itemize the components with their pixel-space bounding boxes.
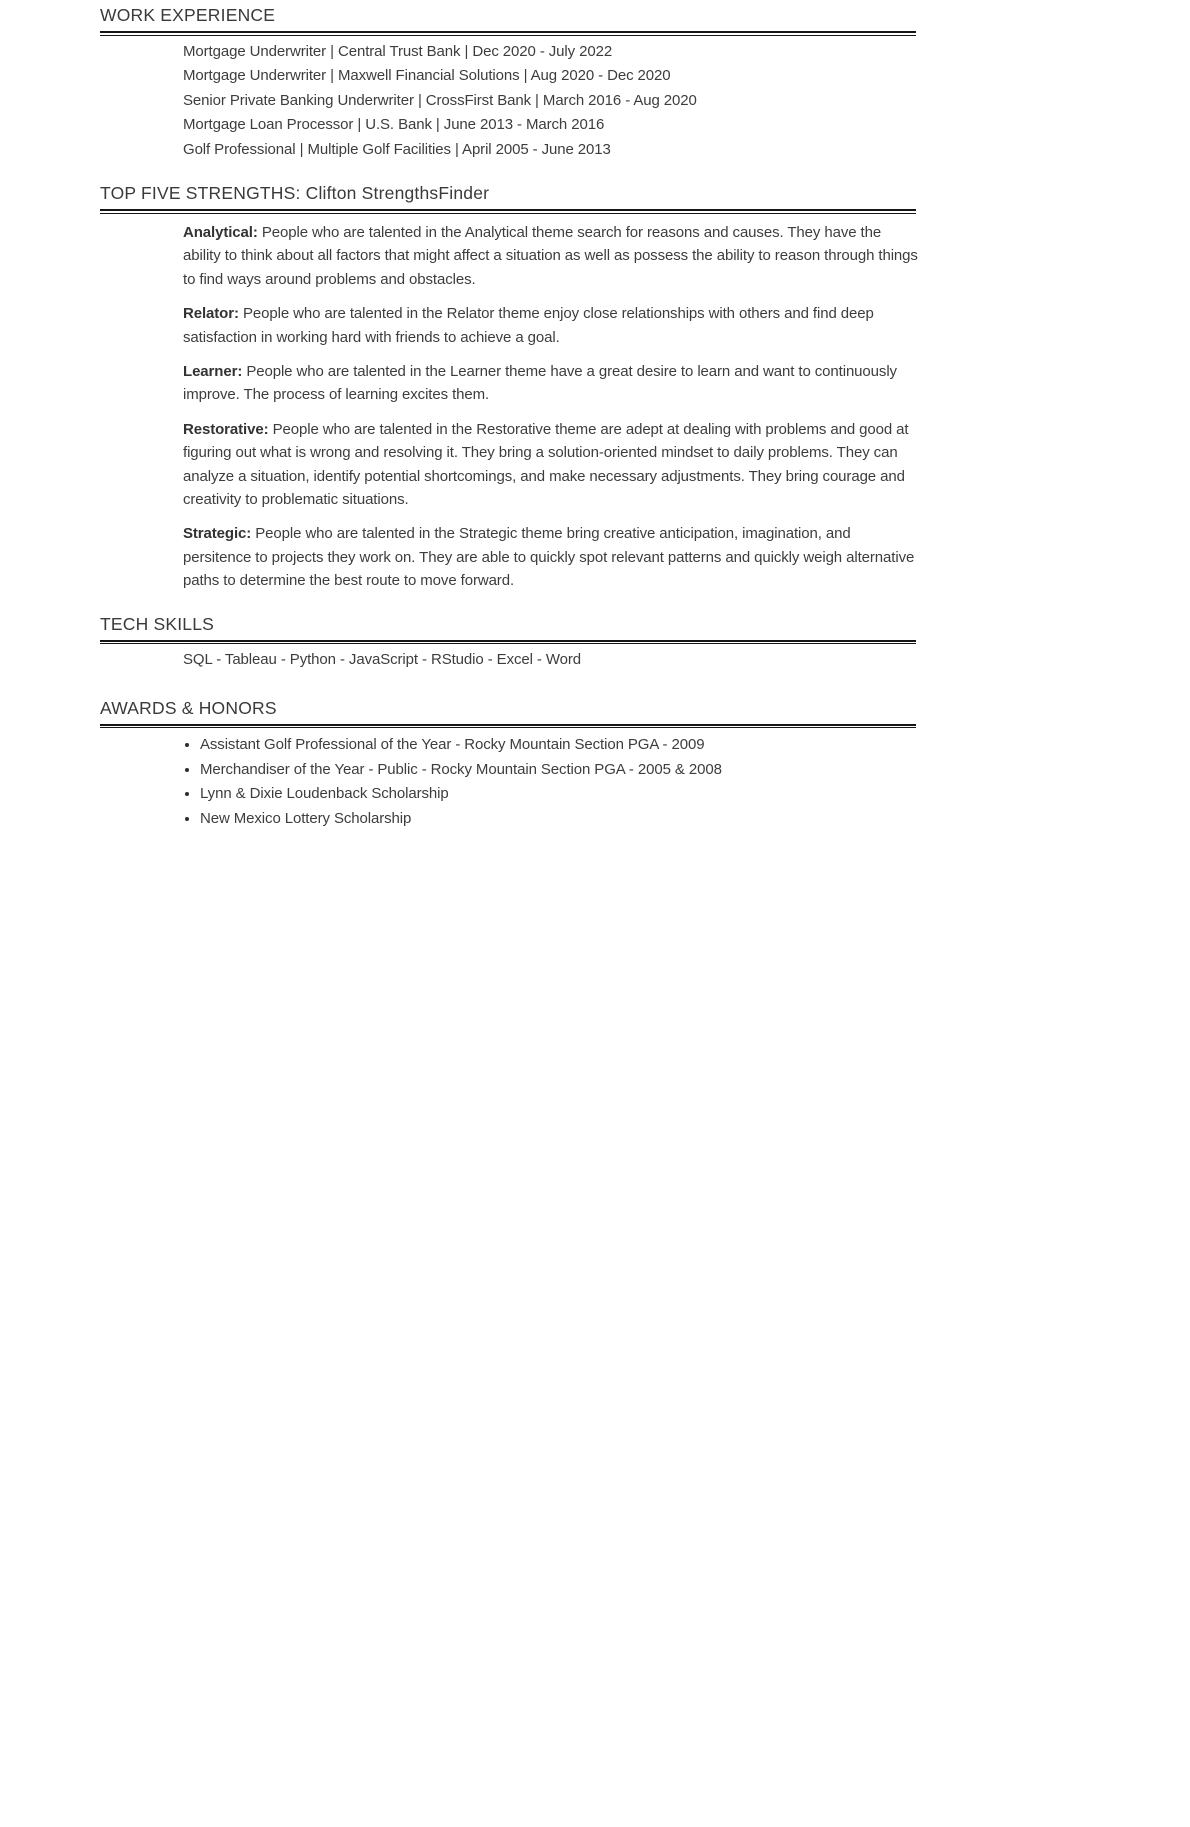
strength-text: People who are talented in the Relator theme enjoy close relationships with others and find deep satisfaction in working hard with friends to achieve a goal. [183, 305, 874, 346]
tech-skills-heading: TECH SKILLS [100, 613, 215, 634]
strength-text: People who are talented in the Strategic theme bring creative anticipation, imagination, and persitence to projects they work on. They are able to quickly spot relevant patterns and quickly weigh alternative paths to determine the best route to move forward. [183, 525, 915, 590]
job-entry: Mortgage Underwriter | Maxwell Financial Solutions | Aug 2020 - Dec 2020 [183, 67, 671, 85]
job-entry: Mortgage Underwriter | Central Trust Bank | Dec 2020 - July 2022 [183, 42, 613, 60]
work-experience-list [100, 40, 918, 163]
award-item: • Assistant Golf Professional of the Year - Rocky Mountain Section PGA - 2009 [200, 733, 918, 758]
award-item: • Lynn & Dixie Loudenback Scholarship [200, 782, 918, 807]
job-entry: Mortgage Loan Processor | U.S. Bank | June 2013 - March 2016 [183, 116, 605, 134]
section-top-five-strengths [100, 183, 918, 592]
strength-text: People who are talented in the Restorative theme are adept at dealing with problems and good at figuring out what is wrong and resolving it. They bring a solution-oriented mindset to daily problems. They can analyze a situation, identify potential shortcomings, and make necessary adjustments. They bring courage and creativity to problematic situations. [183, 420, 909, 509]
section-divider [100, 640, 916, 645]
section-work-experience [100, 5, 918, 162]
strength-paragraph [183, 360, 919, 407]
strength-label: Strategic: [183, 525, 252, 543]
section-divider [100, 31, 916, 36]
awards-list [100, 733, 918, 831]
section-tech-skills [100, 614, 918, 673]
work-experience-heading: WORK EXPERIENCE [100, 5, 276, 25]
strength-label: Analytical: [183, 223, 258, 241]
strength-label: Learner: [183, 363, 243, 380]
strength-paragraph [183, 302, 919, 349]
award-item: • Merchandiser of the Year - Public - Rocky Mountain Section PGA - 2005 & 2008 [200, 758, 918, 783]
strength-paragraph [183, 221, 919, 291]
award-item: • New Mexico Lottery Scholarship [200, 807, 918, 832]
job-entry: Golf Professional | Multiple Golf Facilities | April 2005 - June 2013 [183, 140, 611, 158]
strength-text: People who are talented in the Learner theme have a great desire to learn and want to continuously improve. The process of learning excites them. [183, 363, 897, 404]
job-entry: Senior Private Banking Underwriter | CrossFirst Bank | March 2016 - Aug 2020 [183, 91, 697, 109]
section-divider [100, 724, 916, 729]
section-divider [100, 209, 916, 214]
strength-paragraph [183, 522, 919, 592]
strengths-heading: TOP FIVE STRENGTHS: Clifton StrengthsFinder [100, 183, 490, 204]
strengths-list [100, 221, 919, 593]
strength-label: Relator: [183, 305, 239, 323]
strength-paragraph [183, 418, 919, 512]
resume-page [0, 0, 918, 832]
tech-skills-line: SQL - Tableau - Python - JavaScript - RStudio - Excel - Word [183, 651, 582, 669]
awards-heading: AWARDS & HONORS [100, 697, 277, 718]
strength-text: People who are talented in the Analytical theme search for reasons and causes. They have the ability to think about all factors that might affect a situation as well as possess the ability to reason through things to find ways around problems and obstacles. [183, 223, 918, 288]
section-awards-honors [100, 698, 918, 832]
strength-label: Restorative: [183, 420, 269, 438]
